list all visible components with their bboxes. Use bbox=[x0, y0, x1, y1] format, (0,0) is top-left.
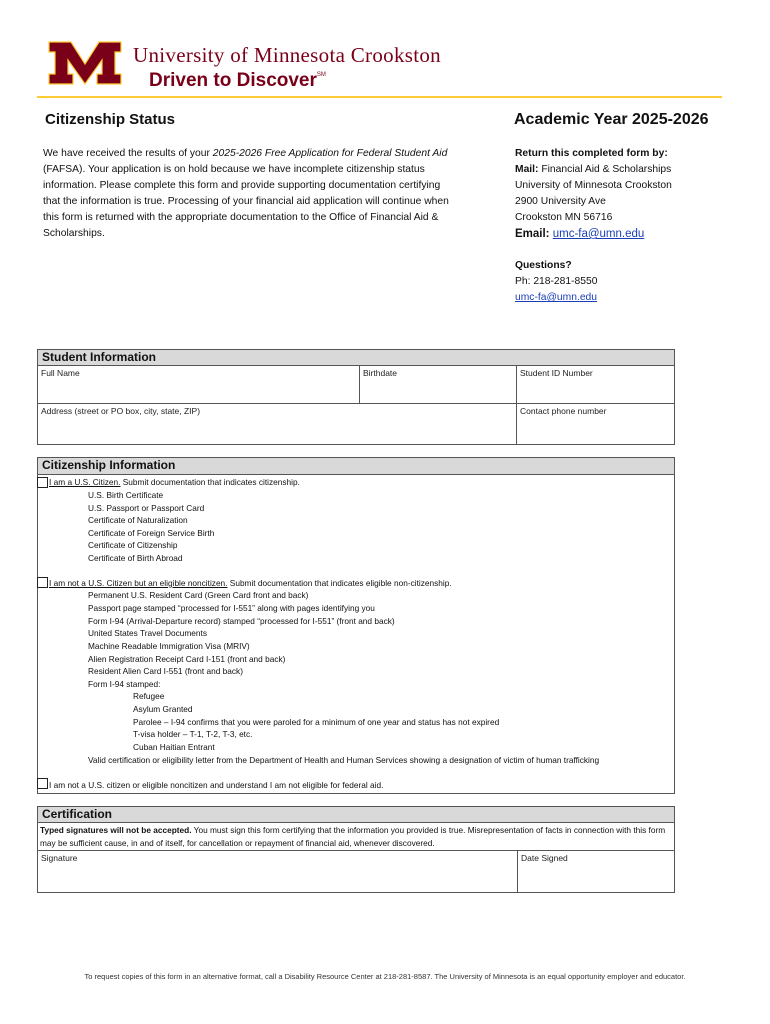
typed-signature-warning: Typed signatures will not be accepted. bbox=[40, 825, 192, 835]
doc-item: Alien Registration Receipt Card I-151 (front and back) bbox=[88, 654, 286, 664]
tagline bbox=[149, 70, 326, 92]
sub-doc-item: Refugee bbox=[133, 691, 165, 701]
intro-text-1: We have received the results of your bbox=[43, 148, 213, 159]
eligible-noncitizen-label: I am not a U.S. Citizen but an eligible noncitizen. bbox=[49, 578, 228, 588]
doc-item: Machine Readable Immigration Visa (MRIV) bbox=[88, 641, 250, 651]
us-citizen-checkbox[interactable] bbox=[37, 477, 48, 488]
sub-doc-item: Cuban Haitian Entrant bbox=[133, 742, 215, 752]
certification-heading: Certification bbox=[37, 806, 675, 823]
intro-fafsa-title: 2025-2026 Free Application for Federal Student Aid bbox=[212, 148, 448, 159]
doc-item: Permanent U.S. Resident Card (Green Card front and back) bbox=[88, 590, 309, 600]
not-eligible-option: I am not a U.S. citizen or eligible noncitizen and understand I am not eligible for federal aid. bbox=[49, 780, 384, 790]
date-signed-field[interactable]: Date Signed bbox=[517, 850, 675, 893]
gold-divider bbox=[37, 96, 722, 98]
sub-doc-item: Asylum Granted bbox=[133, 704, 193, 714]
return-info bbox=[515, 146, 755, 242]
email-label: Email: bbox=[515, 228, 550, 240]
mail-label: Mail: bbox=[515, 164, 539, 175]
mail-line-4: Crookston MN 56716 bbox=[515, 212, 613, 223]
certification-text: You must sign this form certifying that the information you provided is true. Misrepresentation of facts in connection with this form may be sufficient cause, in and of itself, for cancellation or repayment of financial aid, whenever discovered. bbox=[40, 825, 666, 848]
doc-item: Certificate of Naturalization bbox=[88, 515, 188, 525]
doc-item: Valid certification or eligibility letter from the Department of Health and Human Services showing a designation of victim of human trafficking bbox=[88, 755, 600, 765]
citizenship-info-heading: Citizenship Information bbox=[37, 457, 675, 475]
university-name: University of Minnesota Crookston bbox=[133, 43, 441, 67]
address-field[interactable]: Address (street or PO box, city, state, ZIP) bbox=[37, 403, 517, 445]
doc-item: Certificate of Citizenship bbox=[88, 540, 178, 550]
service-mark: SM bbox=[316, 72, 326, 78]
footer-notice: To request copies of this form in an alternative format, call a Disability Resource Center at 218-281-8587. The University of Minnesota is an equal opportunity employer and educator. bbox=[84, 972, 686, 981]
mail-line-2: University of Minnesota Crookston bbox=[515, 180, 672, 191]
contact-phone-field[interactable]: Contact phone number bbox=[516, 403, 675, 445]
academic-year-heading: Academic Year 2025-2026 bbox=[514, 111, 709, 128]
eligible-noncitizen-checkbox[interactable] bbox=[37, 577, 48, 588]
questions-title: Questions? bbox=[515, 260, 572, 271]
doc-item: Resident Alien Card I-551 (front and back) bbox=[88, 666, 243, 676]
eligible-noncitizen-option bbox=[49, 578, 452, 588]
tagline-text: Driven to Discover bbox=[149, 70, 317, 91]
intro-paragraph bbox=[43, 146, 453, 242]
doc-item: Form I-94 (Arrival-Departure record) stamped “processed for I-551” (front and back) bbox=[88, 616, 395, 626]
intro-text-2: (FAFSA). Your application is on hold because we have incomplete citizenship status information. Please complete this form and provide supporting documentation certifying that the information is true. Processing of your financial aid application will continue when this form is returned with the appropriate documentation to the Office of Financial Aid & Scholarships. bbox=[43, 164, 449, 239]
birthdate-field[interactable]: Birthdate bbox=[359, 365, 517, 404]
not-eligible-checkbox[interactable] bbox=[37, 778, 48, 789]
sub-doc-item: Parolee – I-94 confirms that you were paroled for a minimum of one year and status has not expired bbox=[133, 717, 500, 727]
mail-line-1: Financial Aid & Scholarships bbox=[541, 164, 672, 175]
questions-phone: Ph: 218-281-8550 bbox=[515, 276, 598, 287]
return-title: Return this completed form by: bbox=[515, 148, 668, 159]
return-email-link[interactable]: umc-fa@umn.edu bbox=[552, 228, 645, 240]
eligible-noncitizen-instruction: Submit documentation that indicates eligible non-citizenship. bbox=[227, 578, 452, 588]
citizenship-status-heading: Citizenship Status bbox=[45, 111, 176, 128]
doc-item: Form I-94 stamped: bbox=[88, 679, 161, 689]
certification-statement bbox=[40, 824, 672, 849]
questions-email-link[interactable]: umc-fa@umn.edu bbox=[515, 292, 597, 303]
questions-block bbox=[515, 258, 755, 306]
university-m-logo bbox=[47, 40, 123, 86]
doc-item: U.S. Birth Certificate bbox=[88, 490, 164, 500]
doc-item: United States Travel Documents bbox=[88, 628, 207, 638]
sub-doc-item: T-visa holder – T-1, T-2, T-3, etc. bbox=[133, 729, 253, 739]
full-name-field[interactable]: Full Name bbox=[37, 365, 360, 404]
doc-item: Passport page stamped “processed for I-551” along with pages identifying you bbox=[88, 603, 375, 613]
student-info-heading: Student Information bbox=[37, 349, 675, 366]
us-citizen-instruction: Submit documentation that indicates citizenship. bbox=[120, 477, 300, 487]
us-citizen-option bbox=[49, 477, 300, 487]
doc-item: Certificate of Foreign Service Birth bbox=[88, 528, 215, 538]
signature-field[interactable]: Signature bbox=[37, 850, 518, 893]
doc-item: Certificate of Birth Abroad bbox=[88, 553, 183, 563]
student-id-field[interactable]: Student ID Number bbox=[516, 365, 675, 404]
us-citizen-label: I am a U.S. Citizen. bbox=[49, 477, 121, 487]
doc-item: U.S. Passport or Passport Card bbox=[88, 503, 205, 513]
mail-line-3: 2900 University Ave bbox=[515, 196, 606, 207]
